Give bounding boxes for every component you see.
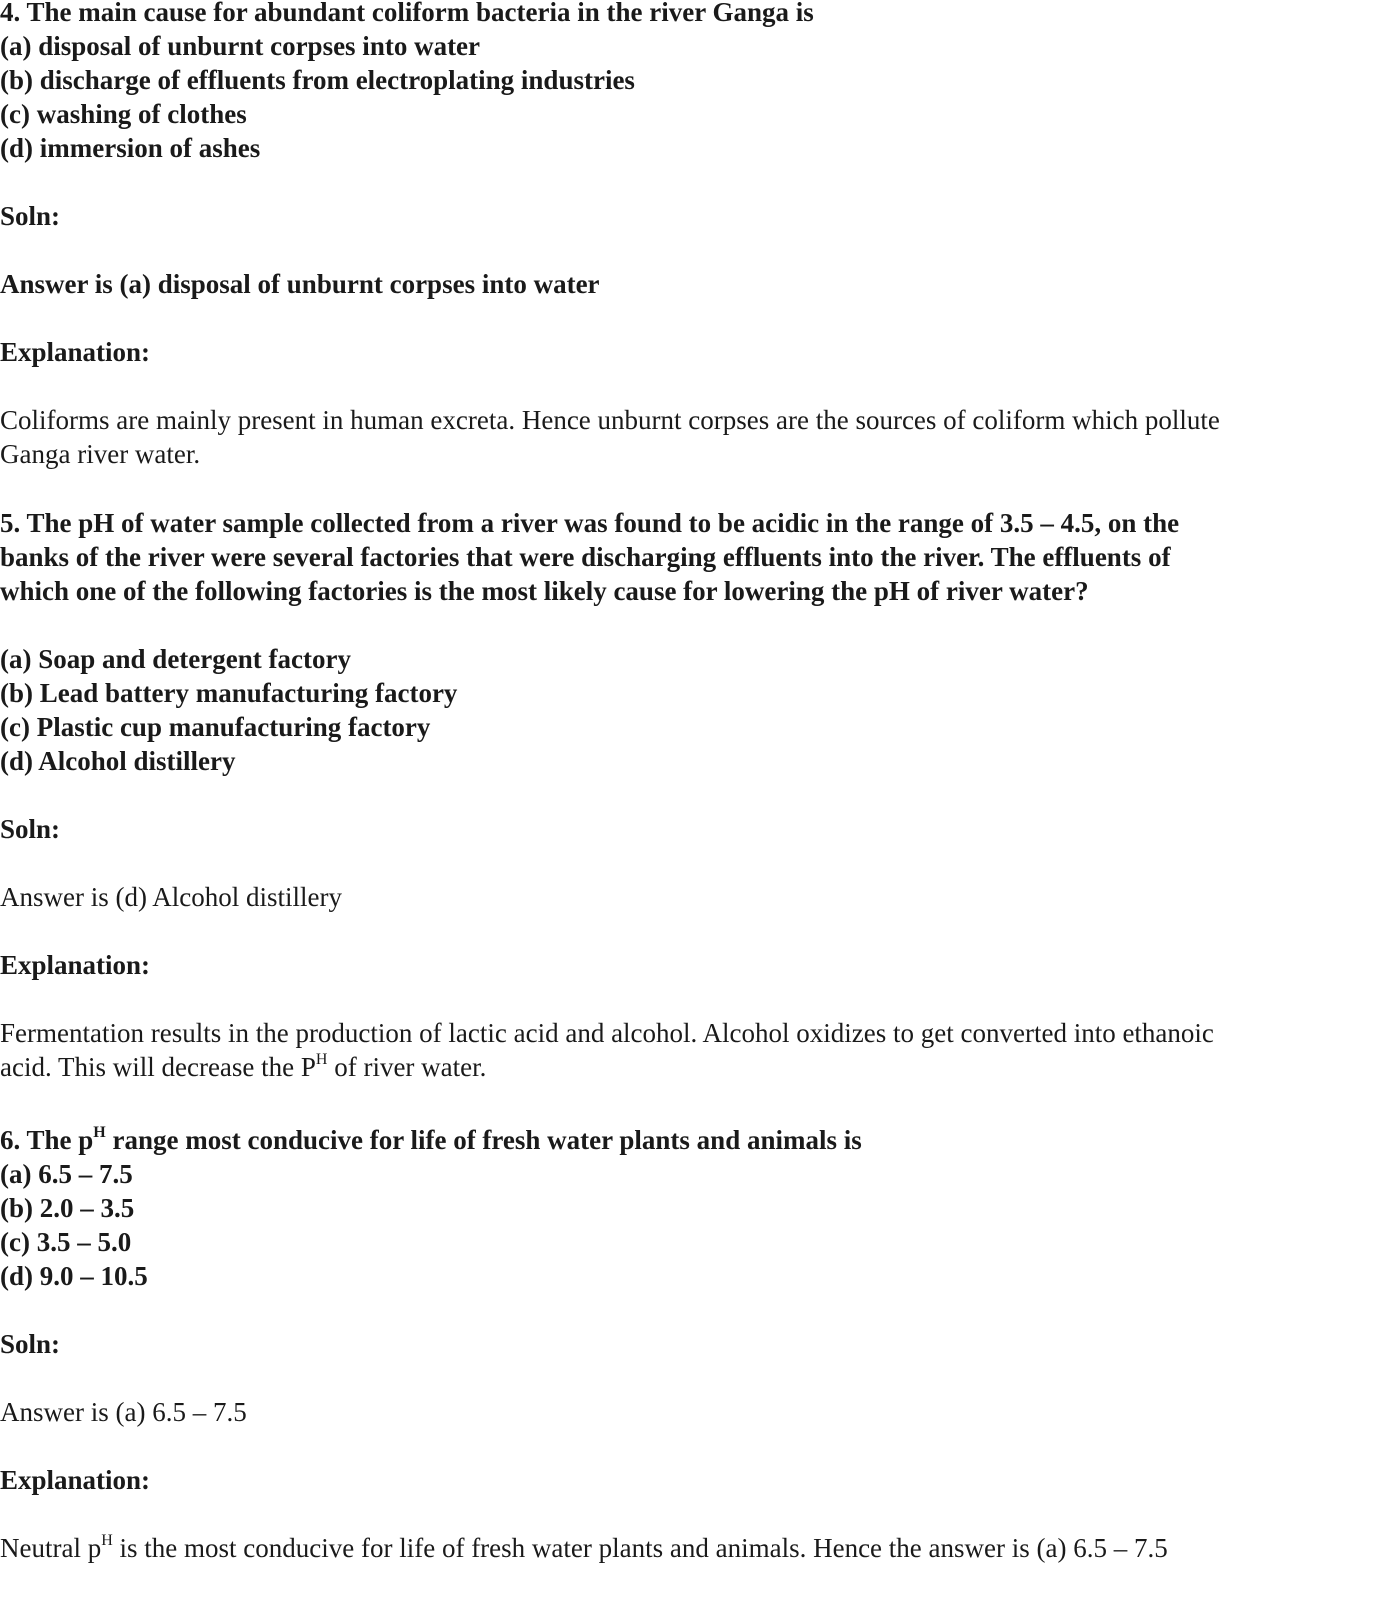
question-4-explanation-line-2: Ganga river water.	[0, 439, 201, 469]
question-5-soln-label: Soln:	[0, 814, 61, 844]
question-4-option-c: (c) washing of clothes	[0, 99, 247, 129]
question-6-option-d: (d) 9.0 – 10.5	[0, 1261, 148, 1291]
question-6-soln-label: Soln:	[0, 1329, 61, 1359]
question-6-explanation	[0, 1531, 1388, 1565]
superscript-h: H	[93, 1124, 106, 1141]
question-4-answer: Answer is (a) disposal of unburnt corpses into water	[0, 269, 600, 299]
question-5-explanation-label: Explanation:	[0, 950, 151, 980]
spacer	[0, 1429, 1388, 1463]
question-6-explanation-head: Neutral p	[0, 1533, 102, 1563]
question-4-option-d: (d) immersion of ashes	[0, 133, 261, 163]
spacer	[0, 1497, 1388, 1531]
question-6-option-a: (a) 6.5 – 7.5	[0, 1159, 133, 1189]
spacer	[0, 846, 1388, 880]
question-5-explanation-line-1: Fermentation results in the production of lactic acid and alcohol. Alcohol oxidizes to get converted into ethanoic	[0, 1018, 1214, 1048]
question-5-option-b: (b) Lead battery manufacturing factory	[0, 678, 458, 708]
question-6-explanation-tail: is the most conducive for life of fresh water plants and animals. Hence the answer is (a) 6.5 – 7.5	[112, 1533, 1168, 1563]
spacer	[0, 982, 1388, 1016]
spacer	[0, 778, 1388, 812]
question-4-option-b: (b) discharge of effluents from electroplating industries	[0, 65, 635, 95]
question-4-text: 4. The main cause for abundant coliform bacteria in the river Ganga is	[0, 0, 814, 27]
question-5-option-a: (a) Soap and detergent factory	[0, 644, 351, 674]
spacer	[0, 1361, 1388, 1395]
question-4-soln-label: Soln:	[0, 201, 61, 231]
question-6-text-head: 6. The p	[0, 1125, 94, 1155]
question-5-text-line-1: 5. The pH of water sample collected from a river was found to be acidic in the range of 3.5 – 4.5, on the	[0, 508, 1180, 538]
spacer	[0, 608, 1388, 642]
question-5-text-line-2: banks of the river were several factories that were discharging effluents into the river. The effluents of	[0, 542, 1171, 572]
question-6-text-tail: range most conducive for life of fresh water plants and animals is	[105, 1125, 862, 1155]
question-4-option-a: (a) disposal of unburnt corpses into water	[0, 31, 481, 61]
spacer	[0, 914, 1388, 948]
spacer	[0, 233, 1388, 267]
question-4-explanation-label: Explanation:	[0, 337, 151, 367]
spacer	[0, 165, 1388, 199]
question-5-text-line-3: which one of the following factories is the most likely cause for lowering the pH of river water?	[0, 576, 1089, 606]
question-5-answer: Answer is (d) Alcohol distillery	[0, 882, 342, 912]
question-6-option-c: (c) 3.5 – 5.0	[0, 1227, 132, 1257]
superscript-h: H	[315, 1051, 328, 1068]
question-5-explanation-line-2-text: acid. This will decrease the P	[0, 1052, 316, 1082]
question-5-option-c: (c) Plastic cup manufacturing factory	[0, 712, 431, 742]
question-5-option-d: (d) Alcohol distillery	[0, 746, 236, 776]
spacer	[0, 369, 1388, 403]
question-6-text	[0, 1123, 1388, 1157]
question-5-explanation-line-2-tail: of river water.	[327, 1052, 487, 1082]
question-5-explanation-line-2	[0, 1050, 1388, 1084]
question-6-explanation-label: Explanation:	[0, 1465, 151, 1495]
question-6	[0, 1123, 1388, 1565]
superscript-h: H	[101, 1532, 113, 1549]
question-4-explanation-line-1: Coliforms are mainly present in human excreta. Hence unburnt corpses are the sources of coliform which pollute	[0, 405, 1220, 435]
question-6-option-b: (b) 2.0 – 3.5	[0, 1193, 135, 1223]
question-6-answer: Answer is (a) 6.5 – 7.5	[0, 1397, 247, 1427]
spacer	[0, 1293, 1388, 1327]
spacer	[0, 301, 1388, 335]
question-5	[0, 506, 1388, 1084]
question-4	[0, 0, 1388, 471]
